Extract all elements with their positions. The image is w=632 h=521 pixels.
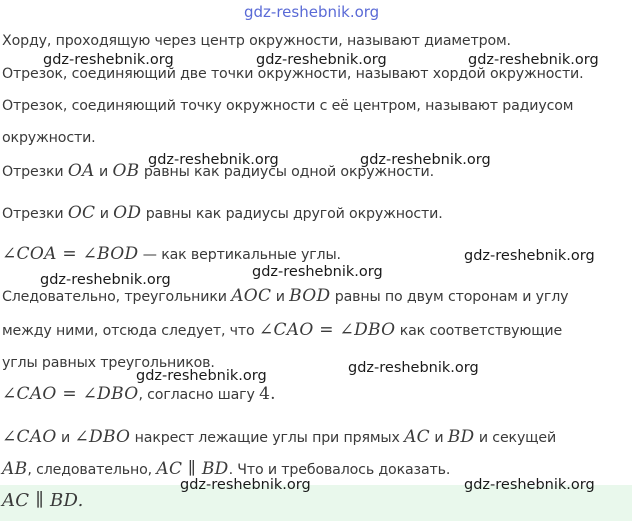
text-line-7: [2, 244, 341, 264]
watermark: gdz-reshebnik.org: [136, 368, 267, 384]
text-line-8: [2, 286, 568, 306]
math: ∠CAO: [2, 427, 57, 447]
math: BOD: [289, 286, 331, 306]
watermark: gdz-reshebnik.org: [464, 477, 595, 493]
text: равны как радиусы другой окружности.: [141, 206, 443, 222]
text: Отрезки: [2, 164, 68, 180]
text-line-4: окружности.: [2, 130, 96, 146]
text: , следовательно,: [27, 462, 157, 478]
text: , согласно шагу: [138, 387, 260, 403]
text: и: [95, 206, 114, 222]
watermark: gdz-reshebnik.org: [360, 152, 491, 168]
watermark: gdz-reshebnik.org: [348, 360, 479, 376]
watermark: gdz-reshebnik.org: [148, 152, 279, 168]
math: AC ∥ BD: [156, 459, 229, 479]
text: и: [94, 164, 113, 180]
math: AOC: [231, 286, 272, 306]
text: и секущей: [474, 430, 557, 446]
text: . Что и требовалось доказать.: [228, 462, 451, 478]
text-line-10: углы равных треугольников.: [2, 355, 215, 371]
text: накрест лежащие углы при прямых: [130, 430, 405, 446]
math: BD: [447, 427, 475, 447]
math: ∠CAO = ∠DBO: [2, 384, 139, 404]
math: AB: [2, 459, 28, 479]
watermark: gdz-reshebnik.org: [43, 52, 174, 68]
answer-text: AC ∥ BD.: [2, 490, 84, 511]
math: OB: [112, 161, 140, 181]
text: равны как радиусы одной окружности.: [139, 164, 434, 180]
text: равны по двум сторонам и углу: [330, 289, 569, 305]
text: как соответствующие: [395, 323, 563, 339]
watermark: gdz-reshebnik.org: [252, 264, 383, 280]
math: OD: [113, 203, 142, 223]
text: и: [429, 430, 448, 446]
watermark: gdz-reshebnik.org: [468, 52, 599, 68]
text-line-9: [2, 320, 562, 340]
math: OC: [67, 203, 96, 223]
math: ∠CAO = ∠DBO: [258, 320, 396, 340]
text-line-13: [2, 459, 450, 479]
text: Следовательно, треугольники: [2, 289, 232, 305]
watermark: gdz-reshebnik.org: [244, 3, 380, 21]
watermark: gdz-reshebnik.org: [180, 477, 311, 493]
math: 4.: [259, 384, 276, 404]
text-line-11: [2, 384, 276, 404]
watermark: gdz-reshebnik.org: [256, 52, 387, 68]
text: Отрезки: [2, 206, 68, 222]
text-line-2: Отрезок, соединяющий две точки окружности, называют хордой окружности.: [2, 66, 584, 82]
text: и: [271, 289, 290, 305]
text-line-3: Отрезок, соединяющий точку окружности с её центром, называют радиусом: [2, 98, 574, 114]
text-line-6: [2, 203, 443, 223]
math: OA: [67, 161, 95, 181]
math: AC: [404, 427, 430, 447]
watermark: gdz-reshebnik.org: [40, 272, 171, 288]
text: и: [56, 430, 75, 446]
text: — как вертикальные углы.: [138, 247, 341, 263]
watermark: gdz-reshebnik.org: [464, 248, 595, 264]
math: ∠COA = ∠BOD: [2, 244, 139, 264]
text: между ними, отсюда следует, что: [2, 323, 259, 339]
text-line-1: Хорду, проходящую через центр окружности, называют диаметром.: [2, 33, 511, 49]
text-line-12: [2, 427, 556, 447]
math: ∠DBO: [74, 427, 131, 447]
